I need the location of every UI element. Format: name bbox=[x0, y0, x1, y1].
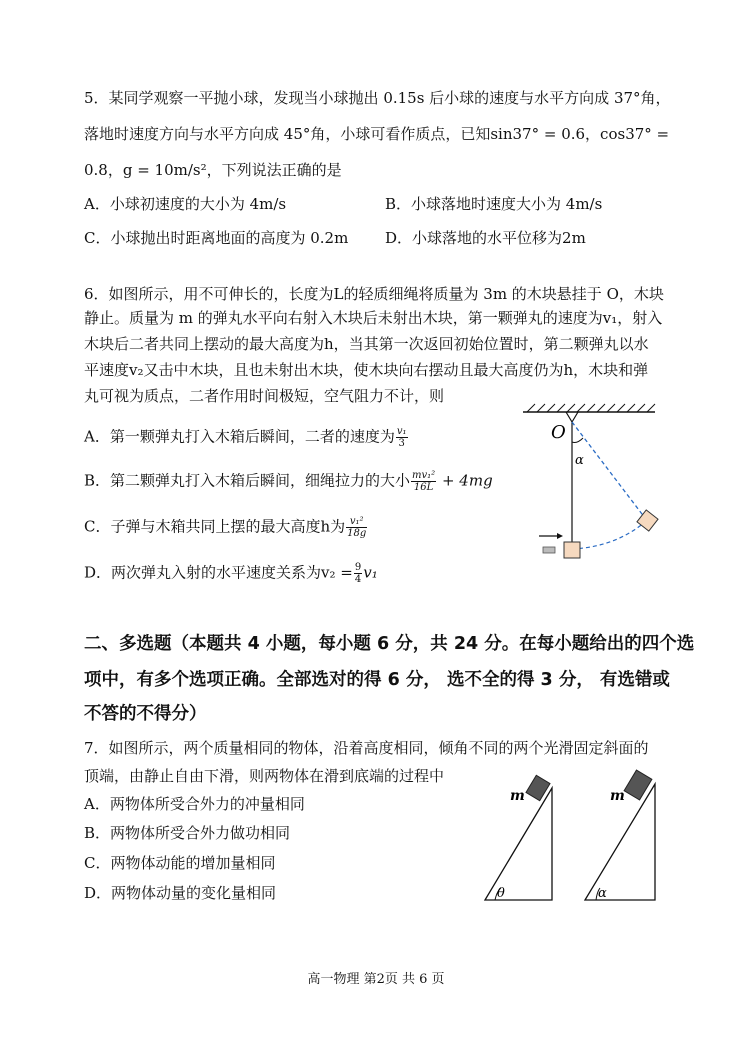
angle-arc bbox=[572, 438, 583, 443]
section-2-heading-line1: 二、多选题（本题共 4 小题，每小题 6 分，共 24 分。在每小题给出的四个选 bbox=[84, 634, 695, 654]
pendulum-figure bbox=[505, 402, 685, 572]
section-2-heading-line2: 项中，有多个选项正确。全部选对的得 6 分， 选不全的得 3 分， 有选错或 bbox=[84, 670, 670, 690]
q6-option-a-numerator: v₁ bbox=[396, 426, 407, 437]
bullet bbox=[543, 547, 555, 553]
q6-option-b bbox=[84, 470, 493, 493]
q6-option-a-text: A．第一颗弹丸打入木箱后瞬间，二者的速度为 bbox=[84, 427, 395, 446]
q6-option-d-denominator: 4 bbox=[354, 574, 362, 585]
q6-option-b-text: B．第二颗弹丸打入木箱后瞬间，细绳拉力的大小 bbox=[84, 471, 411, 490]
q6-option-c-numerator: v₁² bbox=[346, 516, 367, 528]
q7-option-b: B．两物体所受合外力做功相同 bbox=[84, 824, 291, 842]
q6-stem-line5: 丸可视为质点，二者作用时间极短，空气阻力不计，则 bbox=[84, 387, 445, 405]
q5-option-b: B．小球落地时速度大小为 4m/s bbox=[385, 195, 603, 213]
q5-stem-line1: 5．某同学观察一平抛小球，发现当小球抛出 0.15s 后小球的速度与水平方向成 37°角， bbox=[84, 89, 671, 107]
q6-option-b-tail: + 4mg bbox=[441, 471, 493, 490]
swing-arc bbox=[572, 522, 645, 549]
displaced-block bbox=[637, 510, 658, 531]
q7-option-a: A．两物体所受合外力的冲量相同 bbox=[84, 795, 305, 813]
q7-option-c: C．两物体动能的增加量相同 bbox=[84, 854, 276, 872]
ceiling-hatching bbox=[527, 404, 655, 412]
right-angle-label: α bbox=[598, 886, 607, 901]
q6-option-c-fraction bbox=[346, 516, 367, 539]
q6-option-b-denominator: 16L bbox=[413, 482, 434, 493]
q5-stem-line2: 落地时速度方向与水平方向成 45°角，小球可看作质点，已知sin37° = 0.6，cos37° = bbox=[84, 125, 670, 143]
q6-option-d-text: D．两次弹丸入射的水平速度关系为v₂ = bbox=[84, 563, 353, 582]
q6-stem-line4: 平速度v₂又击中木块，且也未射出木块，使木块向右摆动且最大高度仍为h，木块和弹 bbox=[84, 361, 649, 379]
right-mass-label: m bbox=[610, 788, 625, 804]
q6-stem-line1: 6．如图所示，用不可伸长的，长度为L的轻质细绳将质量为 3m 的木块悬挂于 O，木块 bbox=[84, 285, 664, 303]
q7-option-d: D．两物体动量的变化量相同 bbox=[84, 884, 277, 902]
q6-stem-line2: 静止。质量为 m 的弹丸水平向右射入木块后未射出木块，第一颗弹丸的速度为v₁，射入 bbox=[84, 309, 663, 327]
left-mass-label: m bbox=[510, 788, 525, 804]
q6-option-c-denominator: 18g bbox=[347, 528, 367, 539]
q5-stem-line3: 0.8，g = 10m/s²，下列说法正确的是 bbox=[84, 161, 342, 179]
velocity-arrowhead bbox=[557, 533, 563, 539]
section-2-heading-line3: 不答的不得分） bbox=[84, 704, 207, 724]
wooden-block bbox=[564, 542, 580, 558]
q6-option-d bbox=[84, 562, 378, 585]
q6-option-c bbox=[84, 516, 368, 539]
page-footer: 高一物理 第2页 共 6 页 bbox=[307, 972, 445, 987]
inclines-figure bbox=[497, 770, 710, 910]
q6-option-a-fraction bbox=[396, 426, 408, 449]
q6-option-b-numerator: mv₁² bbox=[412, 470, 436, 481]
displaced-string-line bbox=[572, 422, 645, 518]
q6-option-d-numerator: 9 bbox=[354, 562, 362, 573]
left-incline bbox=[485, 788, 552, 900]
q6-option-b-fraction bbox=[411, 470, 436, 493]
q7-stem-line1: 7．如图所示，两个质量相同的物体，沿着高度相同，倾角不同的两个光滑固定斜面的 bbox=[84, 739, 649, 757]
pivot-label: O bbox=[551, 422, 566, 443]
q6-option-d-fraction bbox=[354, 562, 362, 585]
q6-option-a bbox=[84, 426, 409, 449]
q5-option-d: D．小球落地的水平位移为2m bbox=[385, 229, 586, 247]
q6-option-c-text: C．子弹与木箱共同上摆的最大高度h为 bbox=[84, 517, 346, 536]
q5-option-a: A．小球初速度的大小为 4m/s bbox=[84, 195, 287, 213]
pivot-hook bbox=[566, 412, 578, 422]
angle-label: α bbox=[575, 453, 584, 468]
q6-stem-line3: 木块后二者共同上摆动的最大高度为h，当其第一次返回初始位置时，第二颗弹丸以水 bbox=[84, 335, 649, 353]
q6-option-a-denominator: 3 bbox=[398, 438, 405, 449]
q5-option-c: C．小球抛出时距离地面的高度为 0.2m bbox=[84, 229, 349, 247]
q7-stem-line2: 顶端，由静止自由下滑，则两物体在滑到底端的过程中 bbox=[84, 767, 445, 785]
q6-option-d-tail: v₁ bbox=[363, 563, 378, 582]
left-angle-label: θ bbox=[497, 886, 505, 901]
